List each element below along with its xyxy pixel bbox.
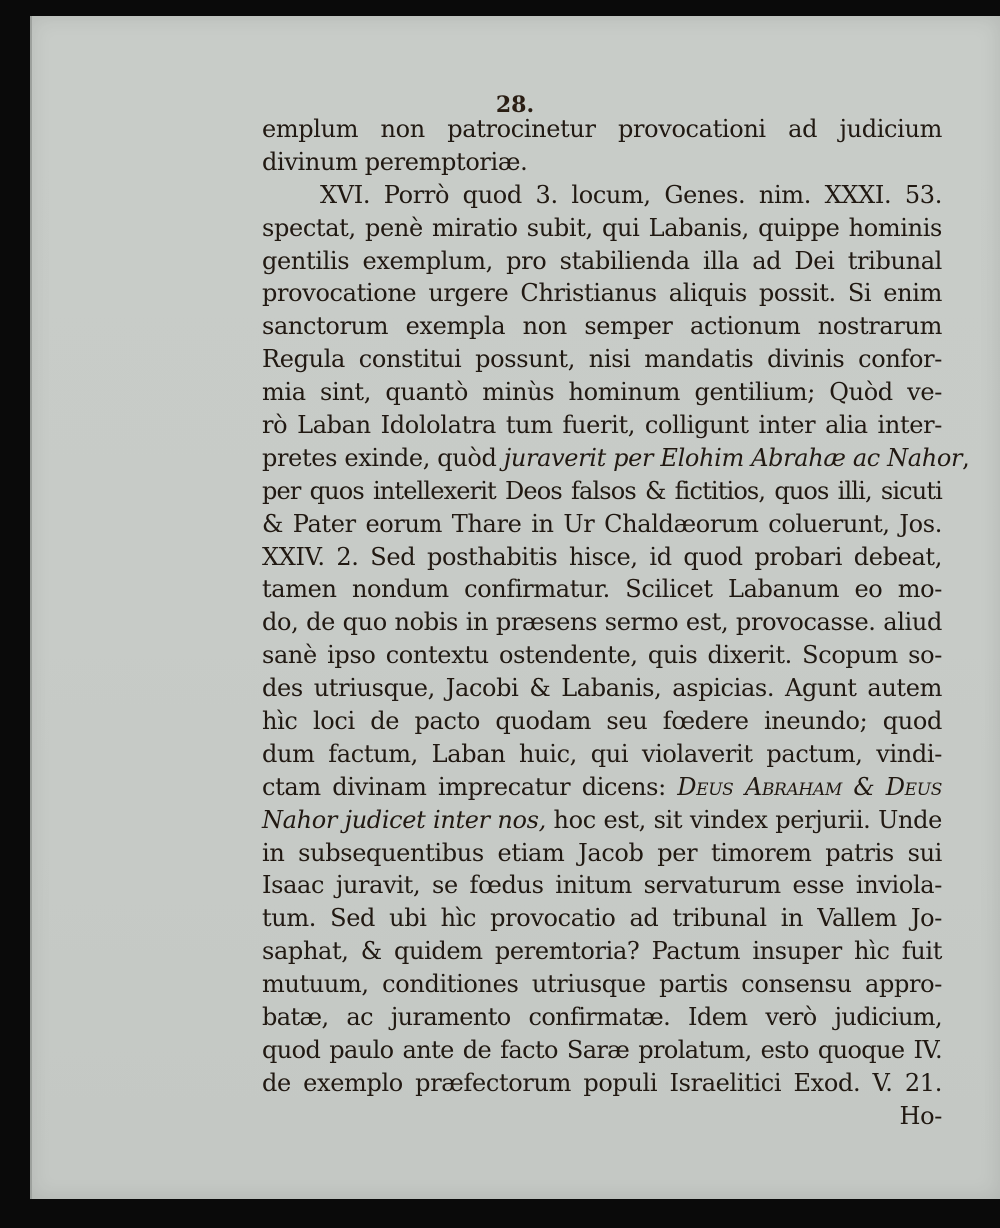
text-line [262,146,942,179]
text-line [262,804,942,837]
body-text [262,113,970,1133]
text-segment: hoc est, sit vindex perjurii. Unde [545,805,942,834]
text-line [262,277,942,310]
text-segment: dum factum, Laban huic, qui violaverit pactum, vindi- [262,739,942,768]
text-line [262,573,942,606]
text-line [262,442,970,475]
text-segment: emplum non patrocinetur provocationi ad judicium [262,115,942,143]
text-segment: hìc loci de pacto quodam seu fœdere ineundo; quod [262,707,942,736]
text-segment: ctam divinam imprecatur dicens: [262,772,678,801]
text-segment: pretes exinde, quòd [262,443,504,472]
text-line [262,1001,942,1034]
text-segment: XXIV. 2. Sed posthabitis hisce, id quod probari debeat, [262,542,942,571]
text-line [262,837,942,870]
text-line [262,705,942,738]
text-segment: spectat, penè miratio subit, qui Labanis, quippe hominis [262,213,942,242]
text-line [262,1034,942,1067]
text-line [262,672,942,705]
text-line [262,1100,942,1133]
text-segment: sanè ipso contextu ostendente, quis dixerit. Scopum so- [262,641,942,670]
italic-text: Deus Abraham & Deus [677,772,942,801]
text-segment: in subsequentibus etiam Jacob per timorem patris sui [262,838,942,867]
text-segment: rò Laban Idololatra tum fuerit, colligunt inter alia inter- [262,411,942,440]
text-line [262,1067,942,1100]
text-segment: do, de quo nobis in præsens sermo est, provocasse. aliud [262,608,942,637]
text-segment: divinum peremptoriæ. [262,147,528,176]
text-segment: mia sint, quantò minùs hominum gentilium; Quòd ve- [262,378,942,407]
text-segment: sanctorum exempla non semper actionum nostrarum [262,312,942,341]
text-line [262,310,942,343]
text-line [262,508,942,541]
text-line [262,541,942,574]
text-segment: Isaac juravit, se fœdus initum servaturum esse inviola- [262,871,942,900]
text-line [262,771,942,804]
page-fold [30,16,32,1199]
text-line [262,968,942,1001]
text-line [262,606,942,639]
text-line [262,179,942,212]
text-segment: gentilis exemplum, pro stabilienda illa ad Dei tribunal [262,246,942,275]
text-segment: & Pater eorum Thare in Ur Chaldæorum coluerunt, Jos. [262,509,942,538]
italic-text: Nahor judicet inter nos, [262,805,546,834]
text-segment: XVI. Porrò quod 3. locum, Genes. nim. XXXI. 53. [320,180,942,209]
text-segment: quod paulo ante de facto Saræ prolatum, esto quoque IV. [262,1035,942,1064]
text-segment: tamen nondum confirmatur. Scilicet Labanum eo mo- [262,575,942,604]
text-segment: des utriusque, Jacobi & Labanis, aspicias. Agunt autem [262,674,942,703]
text-segment: , [962,443,970,472]
text-segment: Ho- [899,1101,942,1130]
text-segment: per quos intellexerit Deos falsos & fictitios, quos illi, sicuti [262,476,942,505]
text-segment: Regula constitui possunt, nisi mandatis divinis confor- [262,345,942,374]
text-line [262,902,942,935]
text-line [262,738,942,771]
text-segment: batæ, ac juramento confirmatæ. Idem verò judicium, [262,1003,942,1032]
text-segment: provocatione urgere Christianus aliquis possit. Si enim [262,279,942,308]
text-line [262,113,942,146]
text-segment: de exemplo præfectorum populi Israelitici Exod. V. 21. [262,1068,942,1097]
text-line [262,475,942,508]
text-line [262,869,942,902]
italic-text: juraverit per Elohim Abrahæ ac Nahor [503,443,963,472]
text-line [262,409,942,442]
text-segment: saphat, & quidem peremtoria? Pactum insuper hìc fuit [262,937,942,966]
text-segment: mutuum, conditiones utriusque partis consensu appro- [262,970,942,999]
text-line [262,212,942,245]
text-line [262,343,942,376]
text-line [262,935,942,968]
text-line [262,245,942,278]
page-number: 28. [495,92,535,118]
text-segment: tum. Sed ubi hìc provocatio ad tribunal in Vallem Jo- [262,904,942,933]
text-line [262,376,942,409]
book-page [30,16,1000,1199]
text-line [262,639,942,672]
